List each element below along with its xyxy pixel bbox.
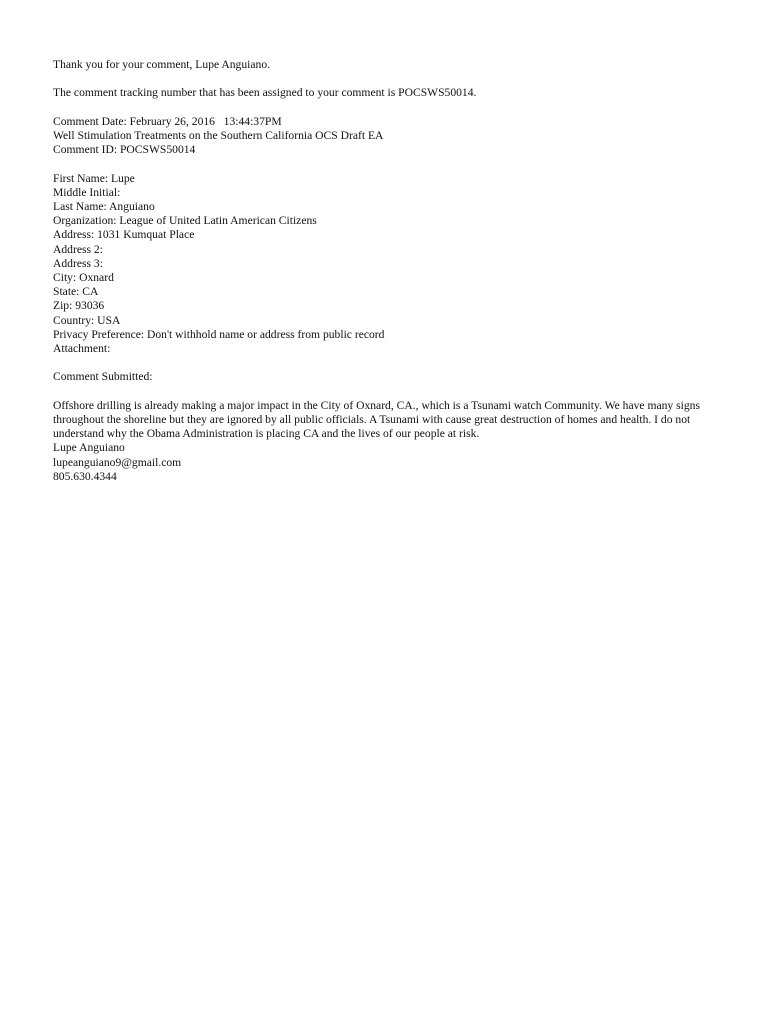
field-attachment: Attachment: [53, 342, 111, 356]
spacer [53, 385, 723, 399]
field-organization: Organization: League of United Latin American Citizens [53, 214, 317, 228]
field-city: City: Oxnard [53, 271, 114, 284]
thank-you-line: Thank you for your comment, Lupe Anguiano. [53, 58, 271, 71]
field-country: Country: USA [53, 313, 121, 327]
comment-date: Comment Date: February 26, 2016 13:44:37PM [53, 114, 282, 128]
field-state: State: CA [53, 285, 99, 299]
comment-submitted-label: Comment Submitted: [53, 370, 153, 384]
comment-receipt-document [53, 58, 723, 484]
field-privacy-preference: Privacy Preference: Don't withhold name or address from public record [53, 327, 385, 341]
comment-id: Comment ID: POCSWS50014 [53, 143, 196, 157]
field-last-name: Last Name: Anguiano [53, 199, 155, 213]
field-zip: Zip: 93036 [53, 299, 105, 313]
tracking-number-line: The comment tracking number that has been assigned to your comment is POCSWS50014. [53, 86, 477, 100]
signature-name: Lupe Anguiano [53, 441, 125, 455]
signature-phone: 805.630.4344 [53, 469, 117, 483]
field-address: Address: 1031 Kumquat Place [53, 228, 195, 242]
field-first-name: First Name: Lupe [53, 171, 135, 185]
spacer [53, 101, 723, 115]
signature-email: lupeanguiano9@gmail.com [53, 455, 182, 469]
document-title: Well Stimulation Treatments on the Southern California OCS Draft EA [53, 128, 384, 142]
spacer [53, 157, 723, 171]
field-middle-initial: Middle Initial: [53, 185, 121, 199]
spacer [53, 72, 723, 86]
spacer [53, 356, 723, 370]
field-address-2: Address 2: [53, 242, 103, 256]
field-address-3: Address 3: [53, 256, 103, 270]
comment-body: Offshore drilling is already making a major impact in the City of Oxnard, CA., which is a Tsunami watch Community. We have many signs throughout the shoreline but they are ignored by all public officials. A Tsunami with cause great destruction of homes and health. I do not understand why the Obama Administration is placing CA and the lives of our people at risk. [53, 398, 700, 441]
